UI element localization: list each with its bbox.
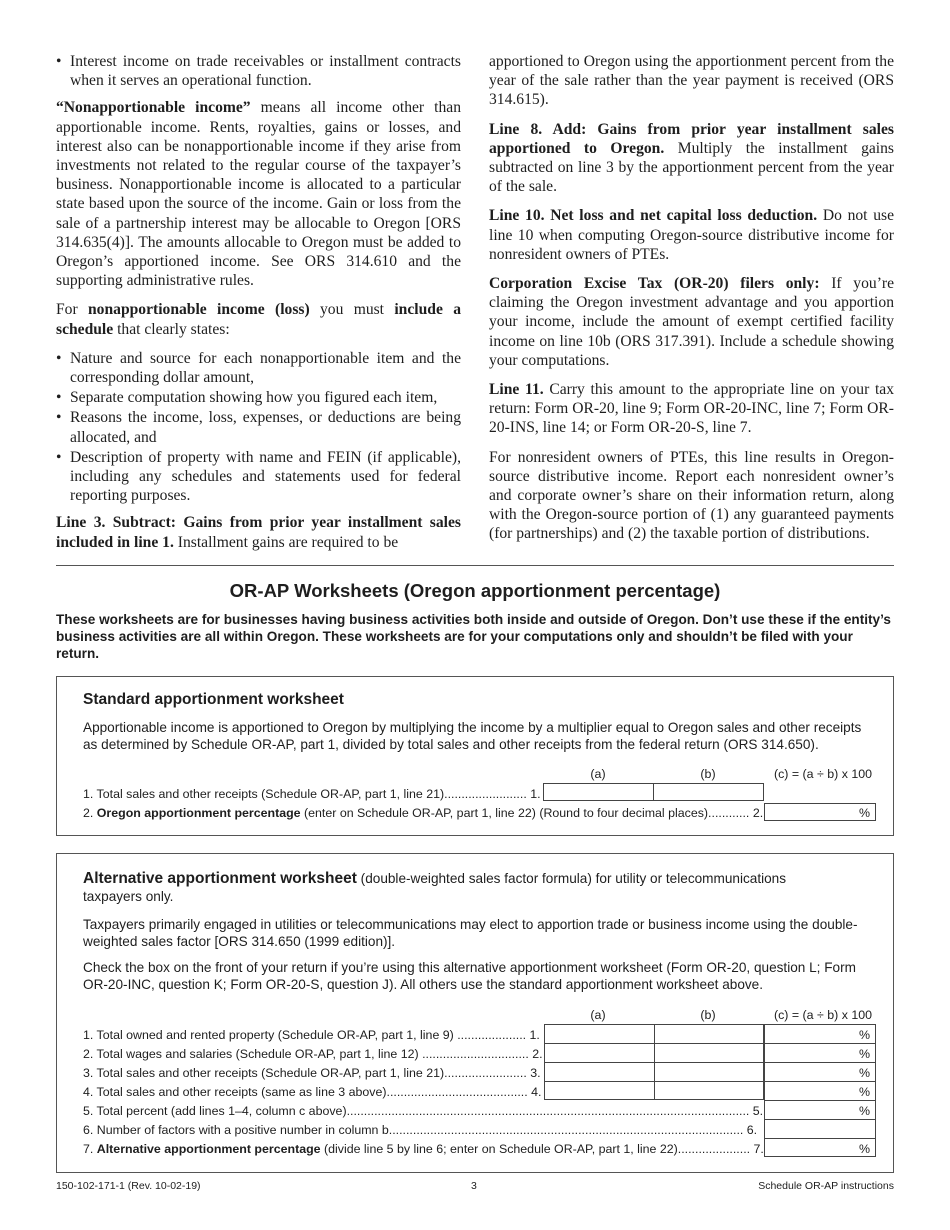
bullet-item: • Interest income on trade receivables or installment contracts when it serves an operational function. (56, 52, 461, 90)
standard-line-1-label: 1. Total sales and other receipts (Schedule OR-AP, part 1, line 21)........................ 1. (83, 787, 541, 801)
alternative-line-7-label: 7. Alternative apportionment percentage (divide line 5 by line 6; enter on Schedule OR-AP, part 1, line 22)..................... 7. (83, 1142, 764, 1156)
line3-paragraph: Line 3. Subtract: Gains from prior year installment sales included in line 1. Installment gains are required to be (56, 514, 461, 551)
form-number: 150-102-171-1 (Rev. 10-02-19) (56, 1180, 201, 1192)
bullet-item: • Description of property with name and FEIN (if applicable), including any schedules and statements used for federal reporting purposes. (56, 448, 461, 506)
line10-paragraph: Line 10. Net loss and net capital loss deduction. Do not use line 10 when computing Oregon-source distributive income for nonresident owners of PTEs. (489, 207, 894, 263)
bullet-item: • Nature and source for each nonapportionable item and the corresponding dollar amount, (56, 349, 461, 387)
schedule-bullet-list (56, 349, 461, 506)
continued-paragraph: apportioned to Oregon using the apportionment percent from the year of the sale rather than the year payment is received (ORS 314.615). (489, 53, 894, 109)
percent-sign: % (859, 806, 871, 820)
bullet-item: • Separate computation showing how you figured each item, (56, 388, 461, 407)
bullet-list-top (56, 52, 461, 90)
alternative-line-1-label: 1. Total owned and rented property (Schedule OR-AP, part 1, line 9) .................... 1. (83, 1028, 540, 1042)
percent-sign: % (859, 1085, 871, 1099)
right-column (489, 52, 894, 554)
standard-line-1-b-input[interactable] (654, 783, 764, 801)
page-number: 3 (471, 1180, 477, 1192)
grid-line (764, 1100, 876, 1101)
percent-sign: % (859, 1104, 871, 1118)
column-a-header: (a) (590, 1008, 606, 1022)
percent-sign: % (859, 1142, 871, 1156)
percent-sign: % (859, 1028, 871, 1042)
standard-line-2-label: 2. Oregon apportionment percentage (enter on Schedule OR-AP, part 1, line 22) (Round to four decimal places)............ 2. (83, 806, 764, 820)
column-c-header: (c) = (a ÷ b) x 100 (773, 767, 873, 781)
percent-sign: % (859, 1047, 871, 1061)
column-b-header: (b) (700, 1008, 716, 1022)
grid-line (764, 1043, 876, 1044)
worksheets-intro: These worksheets are for businesses having business activities both inside and outside of Oregon. Don’t use these if the entity’s business activities are all within Oregon. These worksheets are for your computations only and shouldn’t be filed with your return. (56, 612, 891, 661)
grid-line (544, 1081, 764, 1082)
nonapportionable-paragraph: “Nonapportionable income” means all income other than apportionable income. Rents, royalties, gains or losses, and interest also can be nonapportionable income if they arise from investments not related to the regular course of the taxpayer’s business. Nonapportionable income is allocated to a particular state based upon the source of the income. Gain or loss from the sale of a partnership interest may be allocable to Oregon [ORS 314.635(4)]. The amounts allocable to Oregon must be added to Oregon’s apportioned income. See ORS 314.610 and the supporting administrative rules. (56, 99, 461, 290)
section-divider (56, 565, 894, 566)
alternative-worksheet (56, 853, 894, 1173)
alternative-line-2-label: 2. Total wages and salaries (Schedule OR-AP, part 1, line 12) ............................... 2. (83, 1047, 543, 1061)
percent-sign: % (859, 1066, 871, 1080)
alternative-worksheet-heading: Alternative apportionment worksheet (double-weighted sales factor formula) for utility or telecommunications taxpayers only. (83, 870, 787, 904)
alternative-paragraph-2: Check the box on the front of your return if you’re using this alternative apportionment worksheet (Form OR-20, question L; Form OR-20-INC, question K; Form OR-20-S, question J). All others use the standard apportionment worksheet above. (83, 960, 856, 992)
column-c-header: (c) = (a ÷ b) x 100 (773, 1008, 873, 1022)
alternative-line-3-label: 3. Total sales and other receipts (Schedule OR-AP, part 1, line 21)........................ 3. (83, 1066, 541, 1080)
standard-worksheet-description: Apportionable income is apportioned to Oregon by multiplying the income by a multiplier equal to Oregon sales and other receipts as determined by Schedule OR-AP, part 1, divided by total sales and other receipts from the federal return (ORS 314.650). (83, 720, 862, 752)
grid-line (544, 1062, 764, 1063)
left-column (56, 52, 461, 562)
ptes-paragraph: For nonresident owners of PTEs, this line results in Oregon-source distributive income. Report each nonresident owner’s and corporate owner’s share on their information return, along with the Oregon-source portion of (1) any guaranteed payments (for partnerships) and (2) the taxable portion of distributions. (489, 448, 894, 543)
grid-line (544, 1043, 764, 1044)
column-a-header: (a) (590, 767, 606, 781)
worksheets-title: OR-AP Worksheets (Oregon apportionment percentage) (229, 580, 721, 601)
line11-paragraph: Line 11. Carry this amount to the appropriate line on your tax return: Form OR-20, line 9; Form OR-20-INC, line 7; Form OR-20-INS, line 14; or Form OR-20-S, line 7. (489, 381, 894, 437)
standard-worksheet (56, 676, 894, 836)
standard-line-1-a-input[interactable] (543, 783, 654, 801)
alternative-line-6-label: 6. Number of factors with a positive number in column b....................................................................................................... 6. (83, 1123, 758, 1137)
column-b-header: (b) (700, 767, 716, 781)
grid-line (764, 1062, 876, 1063)
line8-paragraph: Line 8. Add: Gains from prior year installment sales apportioned to Oregon. Multiply the installment gains subtracted on line 3 by the apportionment percent from the year of the sale. (489, 120, 894, 196)
alternative-paragraph-1: Taxpayers primarily engaged in utilities or telecommunications may elect to apportion trade or business income using the double-weighted sales factor [ORS 314.650 (1999 edition)]. (83, 917, 858, 949)
schedule-requirement-paragraph: For nonapportionable income (loss) you must include a schedule that clearly states: (56, 301, 461, 338)
grid-line (764, 1138, 876, 1139)
alternative-line-4-label: 4. Total sales and other receipts (same as line 3 above)......................................... 4. (83, 1085, 542, 1099)
grid-line (764, 1119, 876, 1120)
grid-line (764, 1081, 876, 1082)
bullet-item: • Reasons the income, loss, expenses, or deductions are being allocated, and (56, 408, 461, 446)
alternative-line-5-label: 5. Total percent (add lines 1–4, column c above)..................................................................................................................... 5. (83, 1104, 763, 1118)
corporation-paragraph: Corporation Excise Tax (OR-20) filers only: If you’re claiming the Oregon investment advantage and you apportion your income, include the amount of exempt certified facility income on line 10b (ORS 317.391). Include a schedule showing your computations. (489, 275, 894, 369)
nonapportionable-term: “Nonapportionable income” (56, 99, 251, 117)
standard-worksheet-heading: Standard apportionment worksheet (83, 691, 344, 708)
footer-title: Schedule OR-AP instructions (758, 1180, 894, 1192)
